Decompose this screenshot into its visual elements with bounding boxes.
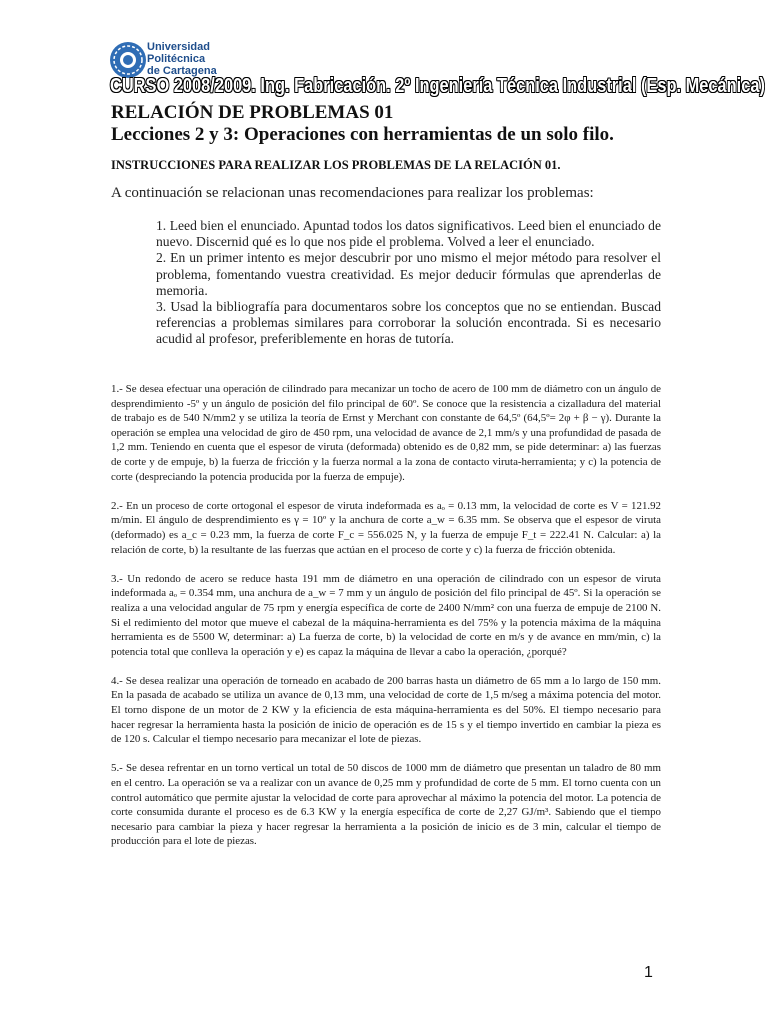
problem-item: 3.- Un redondo de acero se reduce hasta 191 mm de diámetro en una operación de cilindrado con un espesor de viruta indeformada aₒ = 0.354 mm, una anchura de a_w = 7 mm y un ángulo de posición del filo principal de 45º. Si la operación se realiza a una velocidad angular de 75 rpm y energía específica de corte de 2400 N/mm² con una fuerza de empuje de 2100 N. Si el redimiento del motor que mueve el cabezal de la máquina-herramienta es del 75% y la potencia máxima de la máquina herramienta es de 5500 W, determinar: a) La fuerza de corte, b) la velocidad de corte en m/s y de avance en mm/min, c) la potencia total que conlleva la operación y e) es capaz la máquina de llevar a cabo la operación, ¿porqué? [111,572,661,658]
university-line: Politécnica [147,53,206,65]
university-name [147,41,217,77]
document-title: RELACIÓN DE PROBLEMAS 01 [111,102,394,123]
problem-item: 2.- En un proceso de corte ortogonal el espesor de viruta indeformada es aₒ = 0.13 mm, la velocidad de corte es V = 121.92 m/min. El ángulo de desprendimiento es γ = 10º y la anchura de corte a_w = 6.35 mm. Se observa que el espesor de viruta (deformado) es a_c = 0.23 mm, la fuerza de corte F_c = 556.025 N, y la fuerza de empuje F_t = 222.41 N. Calcular: a) la relación de corte, b) la resultante de las fuerzas que actúan en el proceso de corte y c) la fuerza de fricción obtenida. [111,499,661,556]
recommendation-item: 2. En un primer intento es mejor descubrir por uno mismo el mejor método para resolver el problema, fomentando vuestra creatividad. Es mejor deducir fórmulas que aprenderlas de memoria. [156,250,661,298]
document-subtitle: Lecciones 2 y 3: Operaciones con herramientas de un solo filo. [111,124,614,145]
problem-item: 4.- Se desea realizar una operación de torneado en acabado de 200 barras hasta un diámetro de 65 mm a lo largo de 150 mm. En la pasada de acabado se utiliza un avance de 0,13 mm, una velocidad de corte de 1,5 m/seg a máxima potencia del motor. El torno dispone de un motor de 2 KW y la eficiencia de esta máquina-herramienta es del 50%. El tiempo necesario para hacer regresar la herramienta hasta la posición de inicio de operación es de 15 s y el tiempo invertido en cambiar la pieza es de 120 s. Calcular el tiempo necesario para mecanizar el lote de piezas. [111,674,661,746]
university-line: de Cartagena [147,65,217,77]
recommendation-item: 3. Usad la bibliografía para documentaros sobre los conceptos que no se entiendan. Buscad referencias a problemas similares para corroborar la solución encontrada. Si es necesario acudid al profesor, preferiblemente en horas de tutoría. [156,299,661,347]
recommendation-item: 1. Leed bien el enunciado. Apuntad todos los datos significativos. Leed bien el enunciado de nuevo. Discernid qué es lo que nos pide el problema. Volved a leer el enunciado. [156,218,661,250]
problems-list [111,382,661,864]
problem-item: 1.- Se desea efectuar una operación de cilindrado para mecanizar un tocho de acero de 100 mm de diámetro con un ángulo de desprendimiento -5º y un ángulo de posición del filo principal de 60º. Se conoce que la resistencia a cizalladura del material de trabajo es de 540 N/mm2 y se utiliza la teoría de Ernst y Merchant con constante de 64,5º (64,5º= 2φ + β − γ). Durante la operación se emplea una velocidad de giro de 450 rpm, una velocidad de avance de 2,1 mm/s y una profundidad de pasada de 1,2 mm. Teniendo en cuenta que el espesor de viruta (deformada) obtenido es de 0,82 mm, se pide determinar: a) las fuerzas de corte y de empuje, b) la fuerza de fricción y la fuerza normal a la zona de contacto viruta-herramienta; y c) la potencia de corte (despreciando la potencia producida por la fuerza de empuje). [111,383,661,483]
page-number: 1 [644,964,653,981]
problem-item: 5.- Se desea refrentar en un torno vertical un total de 50 discos de 1000 mm de diámetro que presentan un taladro de 80 mm en el centro. La operación se va a realizar con un avance de 0,25 mm y profundidad de corte de 5 mm. El torno cuenta con un control automático que permite ajustar la velocidad de corte para aprovechar al máximo la potencia del motor. La potencia de corte consumida durante el proceso es de 6.3 KW y la energía específica de corte de 2,27 GJ/m³. Sabiendo que el tiempo necesario para cambiar la pieza y hacer regresar la herramienta a la posición de inicio es de 3 min, calcular el tiempo de producción para el lote de piezas. [111,762,661,848]
university-line: Universidad [147,41,210,53]
instructions-heading: INSTRUCCIONES PARA REALIZAR LOS PROBLEMAS DE LA RELACIÓN 01. [111,158,561,172]
recommendations-list [156,218,661,348]
instructions-intro: A continuación se relacionan unas recomendaciones para realizar los problemas: [111,185,594,201]
course-heading: CURSO 2008/2009. Ing. Fabricación. 2º Ingeniería Técnica Industrial (Esp. Mecánica) [110,75,765,97]
